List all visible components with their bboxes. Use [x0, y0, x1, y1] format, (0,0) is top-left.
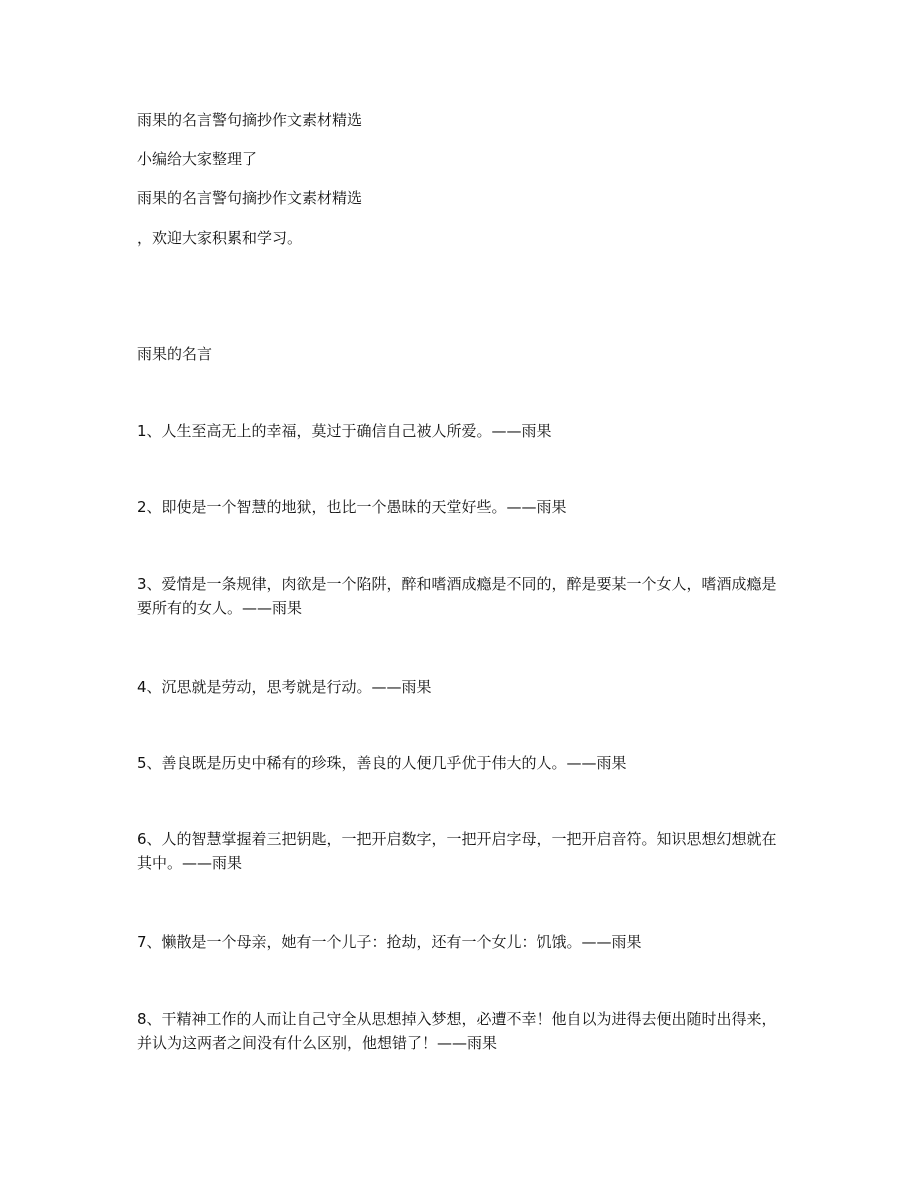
- quote-item: 3、爱情是一条规律，肉欲是一个陷阱，醉和嗜酒成瘾是不同的，醉是要某一个女人，嗜酒成瘾是要所有的女人。——雨果: [137, 575, 777, 617]
- quote-item: 7、懒散是一个母亲，她有一个儿子：抢劫，还有一个女儿：饥饿。——雨果: [137, 933, 642, 951]
- document-title: 雨果的名言警句摘抄作文素材精选: [137, 111, 363, 129]
- intro-line: ，欢迎大家积累和学习。: [137, 229, 303, 247]
- quote-item: 2、即使是一个智慧的地狱，也比一个愚昧的天堂好些。——雨果: [137, 498, 567, 516]
- quote-item: 8、干精神工作的人而让自己守全从思想掉入梦想，必遭不幸！他自以为进得去便出随时出得来，并认为这两者之间没有什么区别，他想错了！——雨果: [137, 1010, 777, 1052]
- section-heading: 雨果的名言: [137, 345, 213, 363]
- quote-item: 1、人生至高无上的幸福，莫过于确信自己被人所爱。——雨果: [137, 422, 552, 440]
- intro-line: 雨果的名言警句摘抄作文素材精选: [137, 189, 363, 207]
- quote-item: 6、人的智慧掌握着三把钥匙，一把开启数字，一把开启字母，一把开启音符。知识思想幻想就在其中。——雨果: [137, 830, 777, 872]
- intro-line: 小编给大家整理了: [137, 150, 258, 168]
- quote-item: 4、沉思就是劳动，思考就是行动。——雨果: [137, 678, 432, 696]
- quote-item: 5、善良既是历史中稀有的珍珠，善良的人便几乎优于伟大的人。——雨果: [137, 754, 627, 772]
